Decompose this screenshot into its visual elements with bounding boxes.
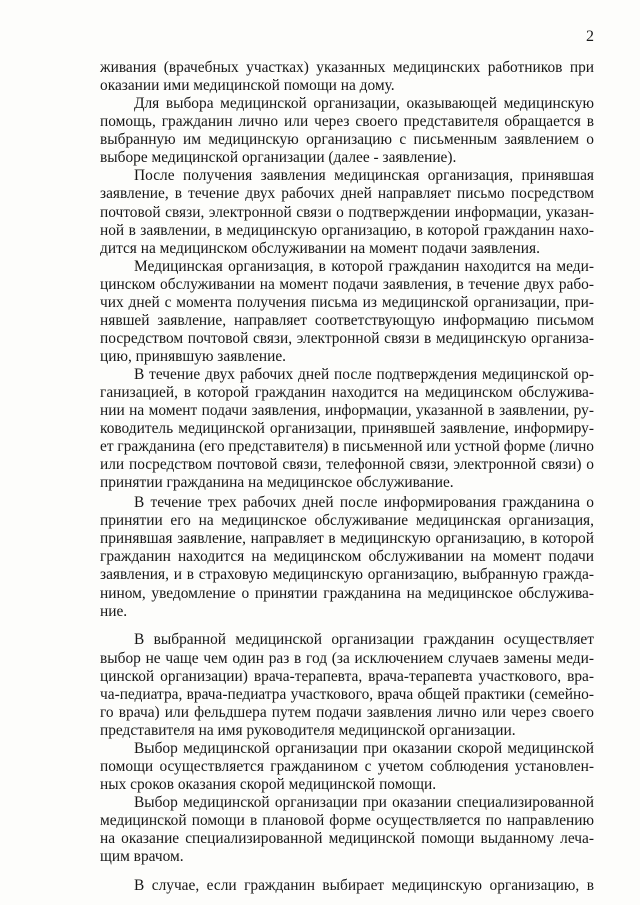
text-line: на оказание специализированной медицинской помощи выданному леча- (100, 830, 594, 848)
text-line: щим врачом. (100, 848, 184, 866)
text-line: нии на момент подачи заявления, информации, указанной в заявлении, ру- (100, 402, 594, 420)
text-line: цинском обслуживании на момент подачи заявления, в течение двух рабо- (100, 275, 594, 293)
text-line: После получения заявления медицинская организация, принявшая (134, 167, 594, 185)
text-line: Выбор медицинской организации при оказании специализированной (134, 793, 594, 811)
text-line: заявление, в течение двух рабочих дней направляет письмо посредством (100, 185, 594, 203)
text-line: оказании ими медицинской помощи на дому. (100, 77, 395, 95)
text-line: гражданин находится на медицинском обслуживании на момент подачи (100, 548, 594, 566)
text-line: В течение двух рабочих дней после подтверждения медицинской ор- (134, 366, 594, 383)
text-line: медицинской помощи в плановой форме осуществляется по направлению (100, 812, 594, 829)
text-line: В течение трех рабочих дней после информирования гражданина о (134, 494, 594, 512)
text-line: ганизацией, в которой гражданин находится на медицинском обслужива- (100, 384, 594, 401)
text-line: дится на медицинском обслуживании на момент подачи заявления. (100, 239, 540, 257)
text-line: выборе медицинской организации (далее - заявление). (100, 149, 457, 167)
text-line: помощи осуществляется гражданином с учетом соблюдения установлен- (100, 757, 594, 775)
text-line: го врача) или фельдшера путем подачи заявления лично или через своего (100, 703, 594, 721)
text-line: или посредством почтовой связи, телефонной связи, электронной связи) о (100, 456, 594, 474)
text-line: ние. (100, 602, 128, 620)
text-line: представителя на имя руководителя медицинской организации. (100, 721, 516, 739)
text-line: нявшей заявление, направляет соответствующую информацию письмом (100, 311, 594, 329)
text-line: посредством почтовой связи, электронной связи в медицинскую организа- (100, 329, 594, 347)
text-line: Медицинская организация, в которой гражданин находится на меди- (134, 257, 594, 275)
text-line: ководитель медицинской организации, принявшей заявление, информиру- (100, 420, 594, 438)
text-line: принятии гражданина на медицинское обслуживание. (100, 474, 454, 492)
text-line: принявшая заявление, направляет в медицинскую организацию, в которой (100, 530, 594, 548)
text-line: принятии его на медицинское обслуживание медицинская организация, (100, 512, 594, 530)
text-line: В выбранной медицинской организации гражданин осуществляет (134, 631, 594, 649)
text-line: цию, принявшую заявление. (100, 347, 287, 365)
text-line: ча-педиатра, врача-педиатра участкового, врача общей практики (семейно- (100, 685, 594, 703)
text-line: почтовой связи, электронной связи о подтверждении информации, указан- (100, 203, 594, 221)
text-line: чих дней с момента получения письма из медицинской организации, при- (100, 293, 594, 311)
text-line: ной в заявлении, в медицинскую организацию, в которой гражданин нахо- (100, 221, 594, 239)
text-line: выбранную им медицинскую организацию с письменным заявлением о (100, 131, 594, 149)
text-line: ет гражданина (его представителя) в письменной или устной форме (лично (100, 438, 594, 456)
text-line: В случае, если гражданин выбирает медицинскую организацию, в (134, 877, 594, 894)
text-line: нином, уведомление о принятии гражданина на медицинское обслужива- (100, 584, 594, 602)
text-line: живания (врачебных участках) указанных медицинских работников при (100, 59, 594, 76)
text-line: цинской организации) врача-терапевта, врача-терапевта участкового, вра- (100, 667, 594, 685)
text-line: помощь, гражданин лично или через своего представителя обращается в (100, 113, 594, 131)
text-line: ных сроков оказания скорой медицинской помощи. (100, 775, 437, 793)
page-number: 2 (586, 28, 594, 45)
text-line: выбор не чаще чем один раз в год (за исключением случаев замены меди- (100, 649, 594, 667)
text-line: Для выбора медицинской организации, оказывающей медицинскую (134, 95, 594, 113)
text-line: Выбор медицинской организации при оказании скорой медицинской (134, 739, 594, 757)
text-line: заявления, и в страховую медицинскую организацию, выбранную гражда- (100, 566, 594, 584)
